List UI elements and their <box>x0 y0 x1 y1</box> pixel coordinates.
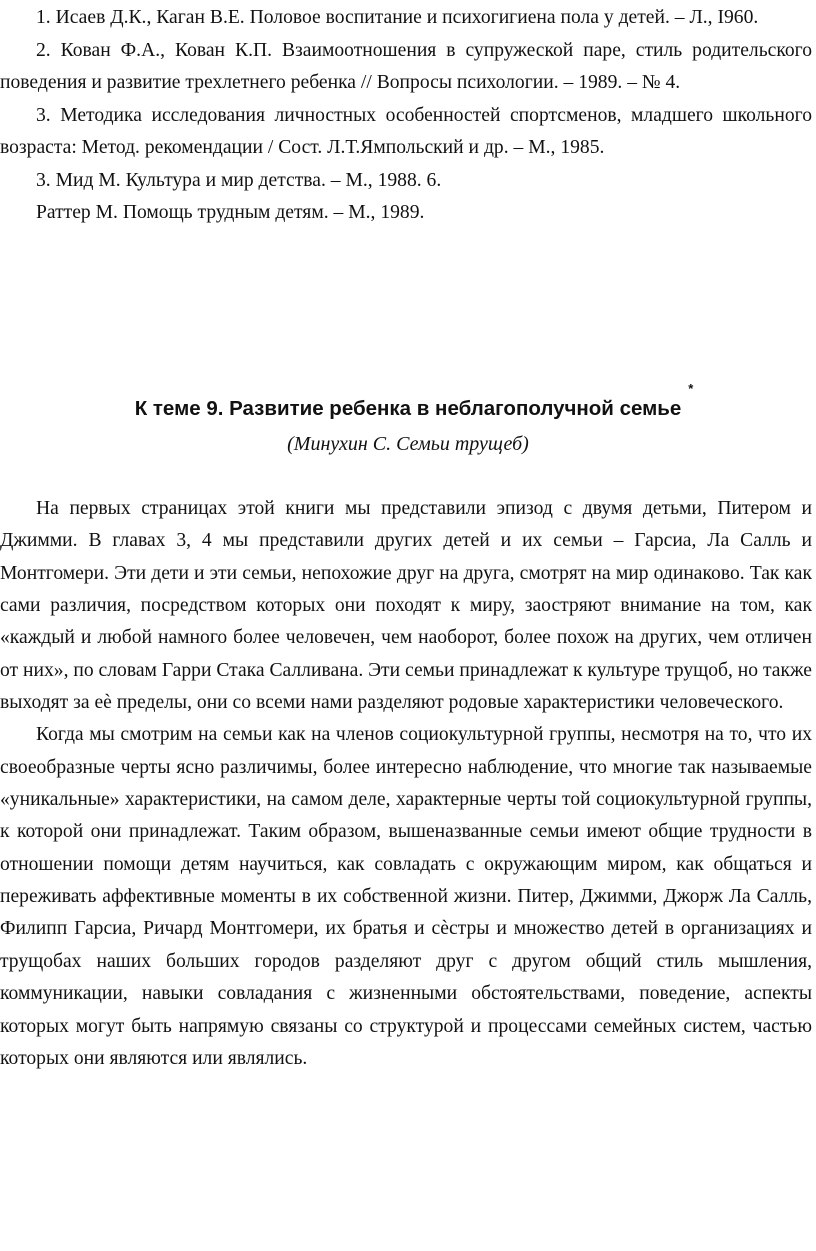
body-text <box>0 493 812 1075</box>
section-source: (Минухин С. Семьи трущеб) <box>287 433 529 455</box>
reference-item: Раттер М. Помощь трудным детям. – М., 1989. <box>36 202 425 223</box>
paragraph: На первых страницах этой книги мы представили эпизод с двумя детьми, Питером и Джимми. В главах 3, 4 мы представили других детей и их семьи – Гарсиа, Ла Салль и Монтгомери. Эти дети и эти семьи, непохожие друг на друга, смотрят на мир одинаково. Так как сами различия, посредством которых они походят к миру, заостряют внимание на том, как «каждый и любой намного более человечен, чем наоборот, более похож на других, чем отличен от них», по словам Гарри Стака Салливана. Эти семьи принадлежат к культуре трущоб, но также выходят за еѐ пределы, они со всеми нами разделяют родовые характеристики человеческого. <box>0 498 812 714</box>
footnote-mark: * <box>688 381 694 396</box>
paragraph: Когда мы смотрим на семьи как на членов социокультурной группы, несмотря на то, что их своеобразные черты ясно различимы, более интересно наблюдение, что многие так называемые «уникальные» характеристики, на самом деле, характерные черты той социокультурной группы, к которой они принадлежат. Таким образом, вышеназванные семьи имеют общие трудности в отношении помощи детям научиться, как совладать с окружающим миром, как общаться и переживать аффективные моменты в их собственной жизни. Питер, Джимми, Джорж Ла Салль, Филипп Гарсиа, Ричард Монтгомери, их братья и сѐстры и множество детей в организациях и трущобах наших больших городов разделяют друг с другом общий стиль мышления, коммуникации, навыки совладания с жизненными обстоятельствами, поведение, аспекты которых могут быть напрямую связаны со структурой и процессами семейных систем, частью которых они являются или являлись. <box>0 724 812 1069</box>
reference-list <box>0 2 812 230</box>
reference-item: 3. Мид М. Культура и мир детства. – М., 1988. 6. <box>36 169 442 191</box>
reference-item: 2. Кован Ф.А., Кован К.П. Взаимоотношения в супружеской паре, стиль родительского поведения и развитие трехлетнего ребенка // Вопросы психологии. – 1989. – № 4. <box>0 39 812 93</box>
section-header <box>0 375 816 459</box>
section-title-wrapper <box>134 381 694 423</box>
reference-item: 1. Исаев Д.К., Каган В.Е. Половое воспитание и психогигиена пола у детей. – Л., I960. <box>36 7 759 28</box>
section-title: К теме 9. Развитие ребенка в неблагополучной семье <box>134 397 682 420</box>
reference-item: 3. Методика исследования личностных особенностей спортсменов, младшего школьного возраста: Метод. рекомендации / Сост. Л.Т.Ямпольский и др. – М., 1985. <box>0 104 812 158</box>
